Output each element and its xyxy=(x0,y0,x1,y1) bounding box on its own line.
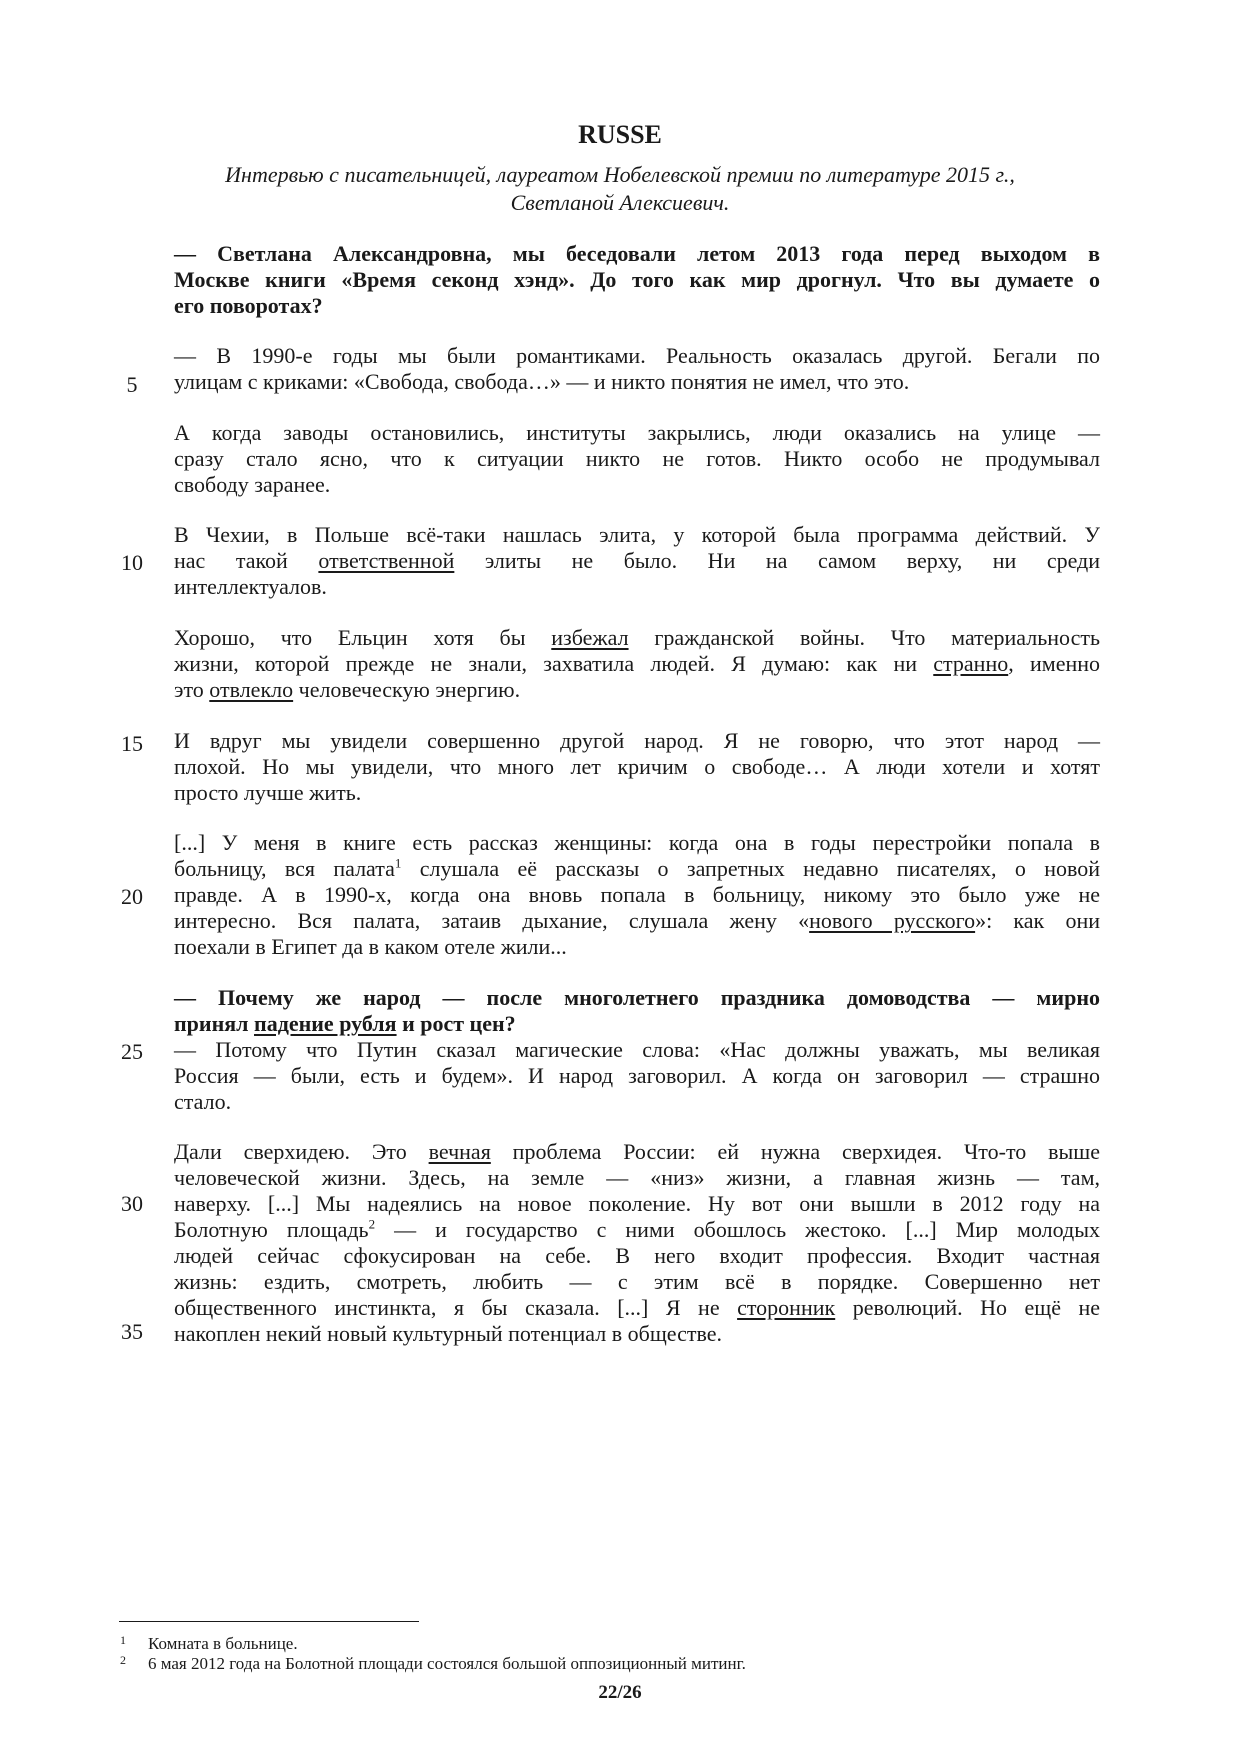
text-line: сразу стало ясно, что к ситуации никто не готов. Никто особо не продумывал xyxy=(174,446,1100,471)
text-segment: больницу, вся палата xyxy=(174,856,395,881)
text-line xyxy=(174,1216,1100,1244)
text-segment: общественного инстинкта, я бы сказала. [...] Я не xyxy=(174,1295,720,1320)
line-number-10: 10 xyxy=(121,550,143,575)
text-line: В Чехии, в Польше всё-таки нашлась элита, у которой была программа действий. У xyxy=(174,522,1100,547)
underlined-phrase-novogo-russkogo: нового русского xyxy=(809,908,976,933)
text-segment: — и государство с ними обошлось жестоко. [...] Мир молодых xyxy=(394,1217,1101,1242)
footnote-mark-2: 2 xyxy=(120,1653,126,1667)
line-number-25: 25 xyxy=(121,1039,143,1064)
text-segment: интересно. Вся палата, затаив дыхание, слушала жену « xyxy=(174,908,810,933)
text-line xyxy=(174,624,1100,652)
line-number-20: 20 xyxy=(121,884,143,909)
text-segment: и рост цен? xyxy=(402,1011,516,1036)
text-segment: слушала её рассказы о запретных недавно писателях, о новой xyxy=(419,856,1101,881)
text-line xyxy=(174,1294,1100,1322)
footnote-divider xyxy=(119,1621,419,1622)
text-line: жизнь: ездить, смотреть, любить — с этим всё в порядке. Совершенно нет xyxy=(174,1269,1100,1294)
text-line: — Светлана Александровна, мы беседовали летом 2013 года перед выходом в xyxy=(174,241,1100,266)
line-number-35: 35 xyxy=(121,1319,143,1344)
underlined-word-otvleklo: отвлекло xyxy=(209,677,294,702)
underlined-word-izbezhal: избежал xyxy=(551,625,629,650)
text-segment: проблема России: ей нужна сверхидея. Что-то выше xyxy=(512,1139,1100,1164)
text-segment: нас такой xyxy=(174,548,288,573)
line-number-30: 30 xyxy=(121,1191,143,1216)
text-line: — В 1990-е годы мы были романтиками. Реальность оказалась другой. Бегали по xyxy=(174,343,1100,368)
underlined-word-otvetstvennoy: ответственной xyxy=(318,548,455,573)
text-line: человеческой жизни. Здесь, на земле — «низ» жизни, а главная жизнь — там, xyxy=(174,1165,1100,1190)
text-segment: элиты не было. Ни на самом верху, ни среди xyxy=(484,548,1101,573)
underlined-phrase-padenie-rublya: падение рубля xyxy=(254,1011,397,1036)
text-line: людей сейчас сфокусирован на себе. В него входит профессия. Входит частная xyxy=(174,1243,1100,1268)
text-line xyxy=(174,676,1100,704)
text-line xyxy=(174,1138,1100,1166)
text-segment: революций. Но ещё не xyxy=(852,1295,1101,1320)
text-segment: »: как они xyxy=(975,908,1100,933)
footnote-2: 6 мая 2012 года на Болотной площади состоялся большой оппозиционный митинг. xyxy=(148,1654,746,1673)
text-segment: Болотную площадь xyxy=(174,1217,369,1242)
text-segment: Хорошо, что Ельцин хотя бы xyxy=(174,625,526,650)
text-line: улицам с криками: «Свобода, свобода…» — и никто понятия не имел, что это. xyxy=(174,369,910,394)
text-line xyxy=(174,1010,1100,1038)
text-line: А когда заводы остановились, институты закрылись, люди оказались на улице — xyxy=(174,420,1100,445)
text-line: — Потому что Путин сказал магические слова: «Нас должны уважать, мы великая xyxy=(174,1037,1100,1062)
text-line: поехали в Египет да в каком отеле жили... xyxy=(174,934,567,959)
text-line: стало. xyxy=(174,1089,232,1114)
page-number: 22/26 xyxy=(598,1682,642,1703)
text-line: И вдруг мы увидели совершенно другой народ. Я не говорю, что этот народ — xyxy=(174,728,1100,753)
underlined-word-storonnik: сторонник xyxy=(737,1295,836,1320)
document-title: RUSSE xyxy=(578,120,662,149)
text-line: наверху. [...] Мы надеялись на новое поколение. Ну вот они вышли в 2012 году на xyxy=(174,1191,1100,1216)
text-line: Москве книги «Время секонд хэнд». До того как мир дрогнул. Что вы думаете о xyxy=(174,267,1100,292)
text-segment: человеческую энергию. xyxy=(298,677,521,702)
text-segment: принял xyxy=(174,1011,249,1036)
text-segment: гражданской войны. Что материальность xyxy=(654,625,1101,650)
footnote-ref-2: 2 xyxy=(368,1216,376,1232)
text-line: накоплен некий новый культурный потенциал в обществе. xyxy=(174,1321,722,1346)
subtitle-line-2: Светланой Алексиевич. xyxy=(510,190,730,215)
text-segment: , именно xyxy=(1008,651,1100,676)
text-line xyxy=(174,855,1100,883)
footnote-ref-1: 1 xyxy=(394,855,402,871)
text-line: свободу заранее. xyxy=(174,472,331,497)
text-segment: жизни, которой прежде не знали, захватила людей. Я думаю: как ни xyxy=(174,651,917,676)
text-line: [...] У меня в книге есть рассказ женщины: когда она в годы перестройки попала в xyxy=(174,830,1100,855)
line-number-15: 15 xyxy=(121,731,143,756)
text-line xyxy=(174,547,1100,575)
text-line xyxy=(174,907,1100,935)
text-line: его поворотах? xyxy=(174,293,323,318)
text-line: — Почему же народ — после многолетнего праздника домоводства — мирно xyxy=(174,985,1100,1010)
text-segment: это xyxy=(174,677,204,702)
text-segment: Дали сверхидею. Это xyxy=(174,1139,407,1164)
underlined-word-vechnaya: вечная xyxy=(428,1139,491,1164)
subtitle-line-1: Интервью с писательницей, лауреатом Нобелевской премии по литературе 2015 г., xyxy=(225,162,1015,187)
text-line: интеллектуалов. xyxy=(174,574,327,599)
text-line: правде. А в 1990-х, когда она вновь попала в больницу, никому это было уже не xyxy=(174,882,1100,907)
underlined-word-stranno: странно xyxy=(933,651,1009,676)
footnote-mark-1: 1 xyxy=(120,1633,126,1647)
line-number-5: 5 xyxy=(126,372,138,397)
text-line: плохой. Но мы увидели, что много лет кричим о свободе… А люди хотели и хотят xyxy=(174,754,1100,779)
footnote-1: Комната в больнице. xyxy=(148,1634,298,1653)
text-line: Россия — были, есть и будем». И народ заговорил. А когда он заговорил — страшно xyxy=(174,1063,1100,1088)
text-line xyxy=(174,650,1100,678)
text-line: просто лучше жить. xyxy=(174,780,362,805)
